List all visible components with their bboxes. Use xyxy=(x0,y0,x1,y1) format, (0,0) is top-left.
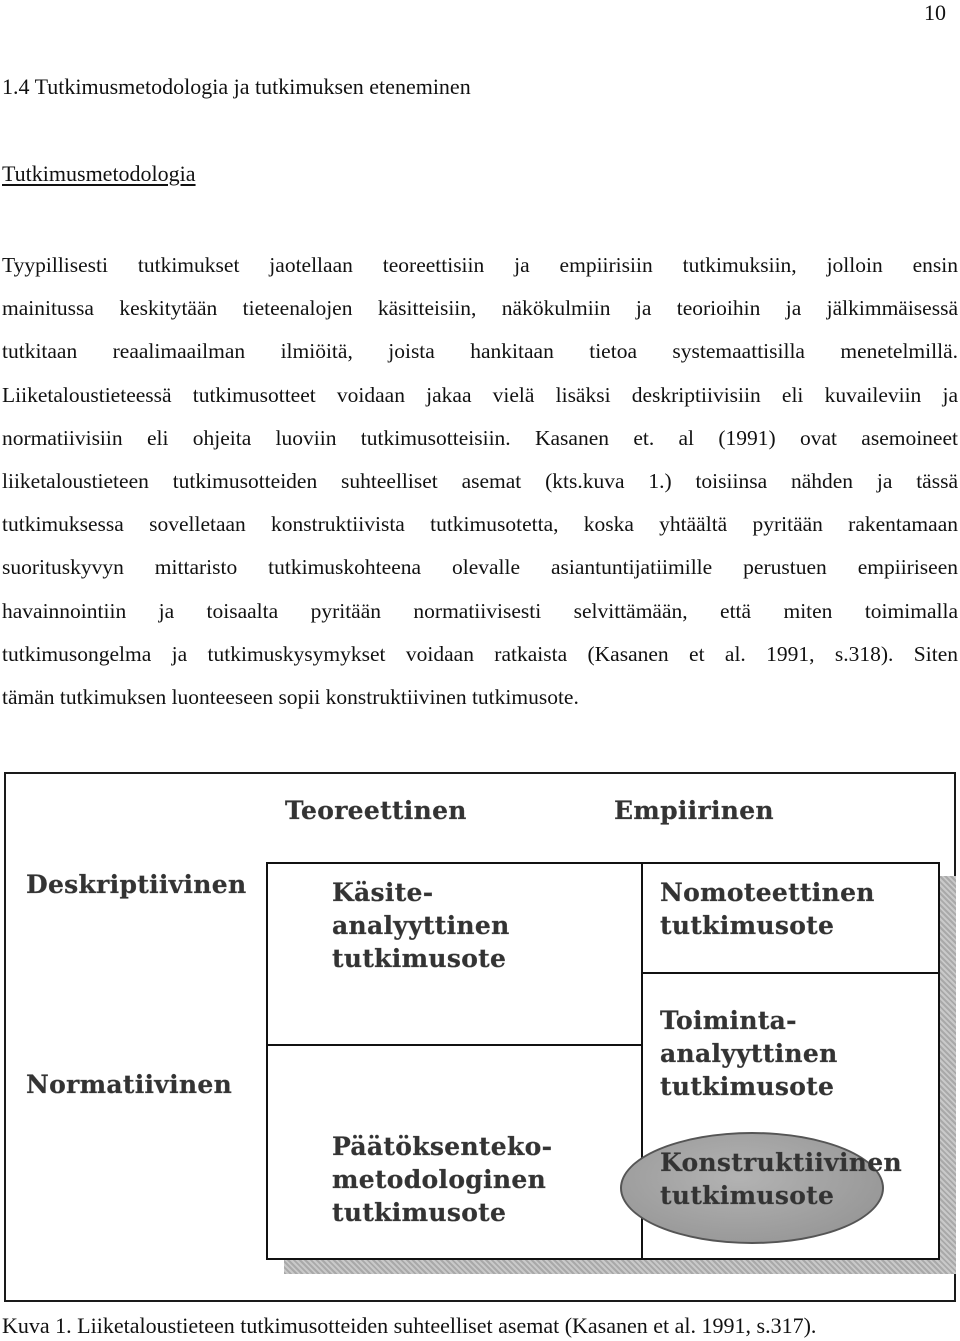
paragraph-line: mainitussa keskitytään tieteenalojen käsitteisiin, näkökulmiin ja teorioihin ja jälkimmäisessä xyxy=(2,296,958,321)
row-header-descriptive: Deskriptiivinen xyxy=(26,870,247,899)
section-heading: 1.4 Tutkimusmetodologia ja tutkimuksen eteneminen xyxy=(2,74,471,99)
paragraph-line: suorituskyvyn mittaristo tutkimuskohteena olevalle asiantuntijatiimille perustuen empiiriseen xyxy=(2,555,958,580)
paragraph-line: tämän tutkimuksen luonteeseen sopii konstruktiivinen tutkimusote. xyxy=(2,685,579,710)
cell-decision-methodological: Päätöksenteko- metodologinen tutkimusote xyxy=(332,1132,553,1227)
column-header-theoretical: Teoreettinen xyxy=(285,796,467,825)
page-number: 10 xyxy=(924,0,946,25)
cell-concept-analytical: Käsite- analyyttinen tutkimusote xyxy=(332,878,510,973)
paragraph-line: tutkimuksessa sovelletaan konstruktiivista tutkimusotetta, koska yhtäältä pyritään rakentamaan xyxy=(2,512,958,537)
figure-research-approaches xyxy=(4,772,956,1302)
paragraph-line: liiketaloustieteen tutkimusotteiden suhteelliset asemat (kts.kuva 1.) toisiinsa nähden ja tässä xyxy=(2,469,958,494)
matrix-divider-left xyxy=(268,1044,643,1046)
subheading: Tutkimusmetodologia xyxy=(2,161,196,186)
matrix-divider-right xyxy=(643,972,940,974)
figure-caption: Kuva 1. Liiketaloustieteen tutkimusotteiden suhteelliset asemat (Kasanen et al. 1991, s.317). xyxy=(2,1313,817,1338)
paragraph-line: normatiivisiin eli ohjeita luoviin tutkimusotteisiin. Kasanen et. al (1991) ovat asemoineet xyxy=(2,425,958,450)
paragraph-line: Liiketaloustieteessä tutkimusotteet voidaan jakaa vielä lisäksi deskriptiivisiin eli kuvaileviin ja xyxy=(2,382,958,407)
paragraph-line: havainnointiin ja toisaalta pyritään normatiivisesti selvittämään, että miten toimimalla xyxy=(2,598,958,623)
row-header-normative: Normatiivinen xyxy=(26,1070,233,1099)
body-paragraph xyxy=(2,244,958,719)
paragraph-line: Tyypillisesti tutkimukset jaotellaan teoreettisiin ja empiirisiin tutkimuksiin, jolloin ensin xyxy=(2,253,958,277)
paragraph-line: tutkitaan reaalimaailman ilmiöitä, joista hankitaan tietoa systemaattisilla menetelmillä. xyxy=(2,339,958,364)
cell-constructive: Konstruktiivinen tutkimusote xyxy=(660,1148,902,1210)
approach-matrix xyxy=(266,862,940,1260)
paragraph-line: tutkimusongelma ja tutkimuskysymykset voidaan ratkaista (Kasanen et al. 1991, s.318). Siten xyxy=(2,641,958,666)
cell-nomothetic: Nomoteettinen tutkimusote xyxy=(660,878,875,940)
column-header-empirical: Empiirinen xyxy=(614,796,774,825)
cell-action-analytical: Toiminta- analyyttinen tutkimusote xyxy=(660,1006,838,1101)
